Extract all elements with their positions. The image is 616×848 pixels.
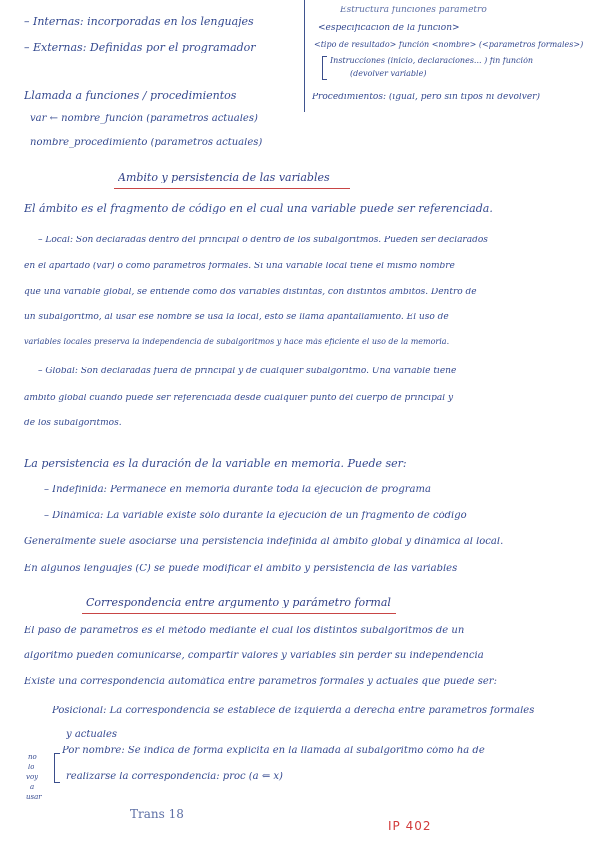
indefinida-line: – Indefinida: Permanece en memoria durante toda la ejecución de programa bbox=[44, 485, 431, 495]
global-line-1: – Global: Son declaradas fuera de principal y de cualquier subalgoritmo. Una variable tiene bbox=[38, 367, 457, 376]
correspondencia-def: Existe una correspondencia automática entre parametros formales y actuales que puede ser: bbox=[24, 677, 497, 687]
margin-note-3: voy bbox=[26, 774, 39, 781]
instructions-bracket bbox=[322, 56, 327, 80]
global-line-2: ámbito global cuando puede ser referenciada desde cualquier punto del cuerpo de principal y bbox=[24, 394, 454, 403]
local-line-5: variables locales preserva la independencia de subalgoritmos y hace más eficiente el uso de la memoria. bbox=[24, 338, 450, 346]
column-divider bbox=[304, 0, 305, 112]
llamada-procedimiento: nombre_procedimiento (parametros actuales) bbox=[30, 138, 263, 148]
footer-page-code: IP 402 bbox=[388, 820, 432, 832]
generalmente-line: Generalmente suele asociarse una persistencia indefinida al ámbito global y dinámica al local. bbox=[24, 537, 504, 547]
margin-note-2: lo bbox=[28, 764, 35, 771]
funcion-instrucciones: Instrucciones (inicio, declaraciones... ) fin función bbox=[330, 57, 534, 65]
ambito-heading: Ámbito y persistencia de las variables bbox=[118, 172, 330, 183]
local-line-2: en el apartado (var) o como parametros formales. Si una variable local tiene el mismo nombre bbox=[24, 262, 455, 271]
margin-note-5: usar bbox=[26, 794, 42, 801]
persistencia-def: La persistencia es la duración de la variable en memoria. Puede ser: bbox=[24, 458, 407, 469]
funcion-devolver: (devolver variable) bbox=[350, 70, 427, 78]
margin-note-1: no bbox=[28, 754, 37, 761]
dinamica-line: – Dinámica: La variable existe sólo durante la ejecución de un fragmento de código bbox=[44, 511, 467, 521]
ambito-heading-underline bbox=[114, 188, 350, 189]
funcion-firma: <tipo de resultado> función <nombre> (<parametros formales>) bbox=[314, 41, 584, 49]
especificacion-funcion: <especificación de la función> bbox=[318, 24, 460, 33]
paso-parametros-2: algoritmo pueden comunicarse, compartir valores y variables sin perder su independencia bbox=[24, 651, 484, 661]
correspondencia-heading-underline bbox=[82, 613, 396, 614]
correspondencia-heading: Correspondencia entre argumento y parámetro formal bbox=[86, 597, 391, 608]
internas-line: – Internas: incorporadas en los lenguajes bbox=[24, 16, 254, 27]
local-line-1: – Local: Son declaradas dentro del principal o dentro de los subalgoritmos. Pueden ser declarados bbox=[38, 236, 488, 245]
footer-trans: Trans 18 bbox=[130, 808, 184, 820]
por-nombre-line-2: realizarse la correspondencia: proc (a ⇐ x) bbox=[66, 772, 283, 782]
ambito-def: El ámbito es el fragmento de código en el cual una variable puede ser referenciada. bbox=[24, 203, 493, 214]
lenguajes-line: En algunos lenguajes (C) se puede modificar el ámbito y persistencia de las variables bbox=[24, 564, 458, 574]
por-nombre-line-1: Por nombre: Se indica de forma explícita en la llamada al subalgoritmo cómo ha de bbox=[62, 746, 485, 756]
llamada-title: Llamada a funciones / procedimientos bbox=[24, 90, 237, 101]
local-line-3: que una variable global, se entiende como dos variables distintas, con distintos ámbitos. Dentro de bbox=[24, 288, 477, 297]
global-line-3: de los subalgoritmos. bbox=[24, 419, 122, 428]
estructura-funciones: Estructura funciones parametro bbox=[340, 6, 487, 15]
margin-note-4: a bbox=[30, 784, 35, 791]
paso-parametros-1: El paso de parametros es el método mediante el cual los distintos subalgoritmos de un bbox=[24, 626, 465, 636]
externas-line: – Externas: Definidas por el programador bbox=[24, 42, 256, 53]
por-nombre-bracket bbox=[54, 753, 60, 783]
posicional-line-2: y actuales bbox=[66, 730, 118, 740]
procedimientos-line: Procedimientos: (igual, pero sin tipos ni devolver) bbox=[312, 93, 540, 102]
llamada-funcion: var ← nombre_función (parametros actuales) bbox=[30, 114, 258, 124]
posicional-line-1: Posicional: La correspondencia se establece de izquierda a derecha entre parametros formales bbox=[52, 706, 535, 716]
local-line-4: un subalgoritmo, al usar ese nombre se usa la local, esto se llama apantallamiento. El uso de bbox=[24, 313, 449, 322]
